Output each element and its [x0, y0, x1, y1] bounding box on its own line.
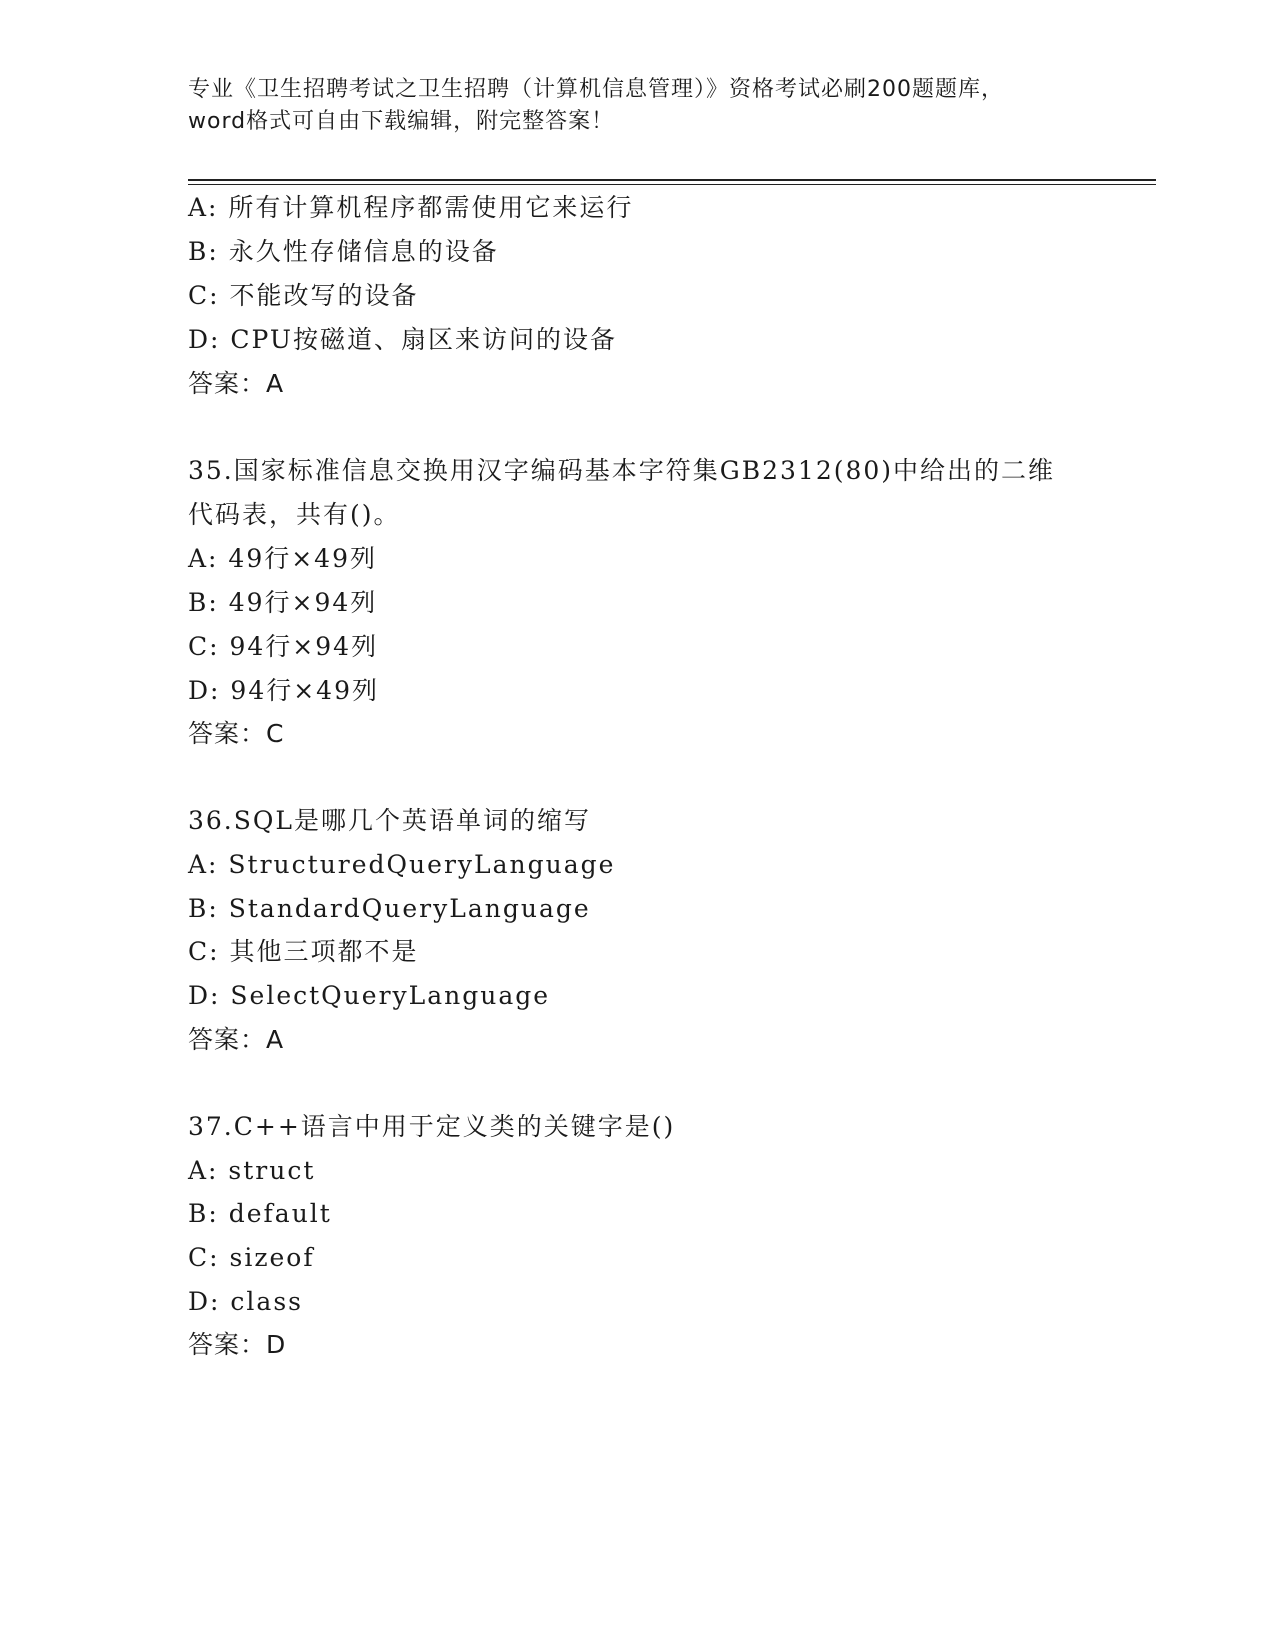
- q37-stem: 37.C++语言中用于定义类的关键字是(): [188, 1112, 676, 1141]
- q37-option-d: D: class: [188, 1287, 303, 1316]
- q35-answer: 答案：C: [188, 719, 285, 748]
- q37-option-b: B: default: [188, 1199, 332, 1228]
- q36-stem: 36.SQL是哪几个英语单词的缩写: [188, 806, 591, 835]
- q35-stem-line-2: 代码表，共有()。: [188, 500, 401, 529]
- header-divider-thin: [188, 184, 1156, 185]
- q34-option-c: C: 不能改写的设备: [188, 281, 419, 310]
- q35-option-d: D: 94行×49列: [188, 676, 379, 705]
- q36-option-b: B: StandardQueryLanguage: [188, 894, 591, 923]
- q34-option-a: A: 所有计算机程序都需使用它来运行: [188, 193, 634, 222]
- q36-option-d: D: SelectQueryLanguage: [188, 981, 551, 1010]
- header-line-2: word格式可自由下载编辑，附完整答案！: [188, 109, 615, 134]
- document-header: [188, 74, 1088, 138]
- header-divider-thick: [188, 179, 1156, 181]
- q37-option-a: A: struct: [188, 1156, 316, 1185]
- q36-option-a: A: StructuredQueryLanguage: [188, 850, 616, 879]
- q34-option-d: D: CPU按磁道、扇区来访问的设备: [188, 325, 617, 354]
- q35-option-c: C: 94行×94列: [188, 632, 379, 661]
- q36-option-c: C: 其他三项都不是: [188, 937, 419, 966]
- q35-option-b: B: 49行×94列: [188, 588, 378, 617]
- header-line-1: 专业《卫生招聘考试之卫生招聘（计算机信息管理）》资格考试必刷200题题库，: [188, 77, 1004, 102]
- q35-option-a: A: 49行×49列: [188, 544, 377, 573]
- q34-answer: 答案：A: [188, 369, 285, 398]
- q37-answer: 答案：D: [188, 1330, 287, 1359]
- q34-option-b: B: 永久性存储信息的设备: [188, 237, 499, 266]
- q37-option-c: C: sizeof: [188, 1243, 315, 1272]
- q35-stem-line-1: 35.国家标准信息交换用汉字编码基本字符集GB2312(80)中给出的二维: [188, 456, 1056, 485]
- q36-answer: 答案：A: [188, 1025, 285, 1054]
